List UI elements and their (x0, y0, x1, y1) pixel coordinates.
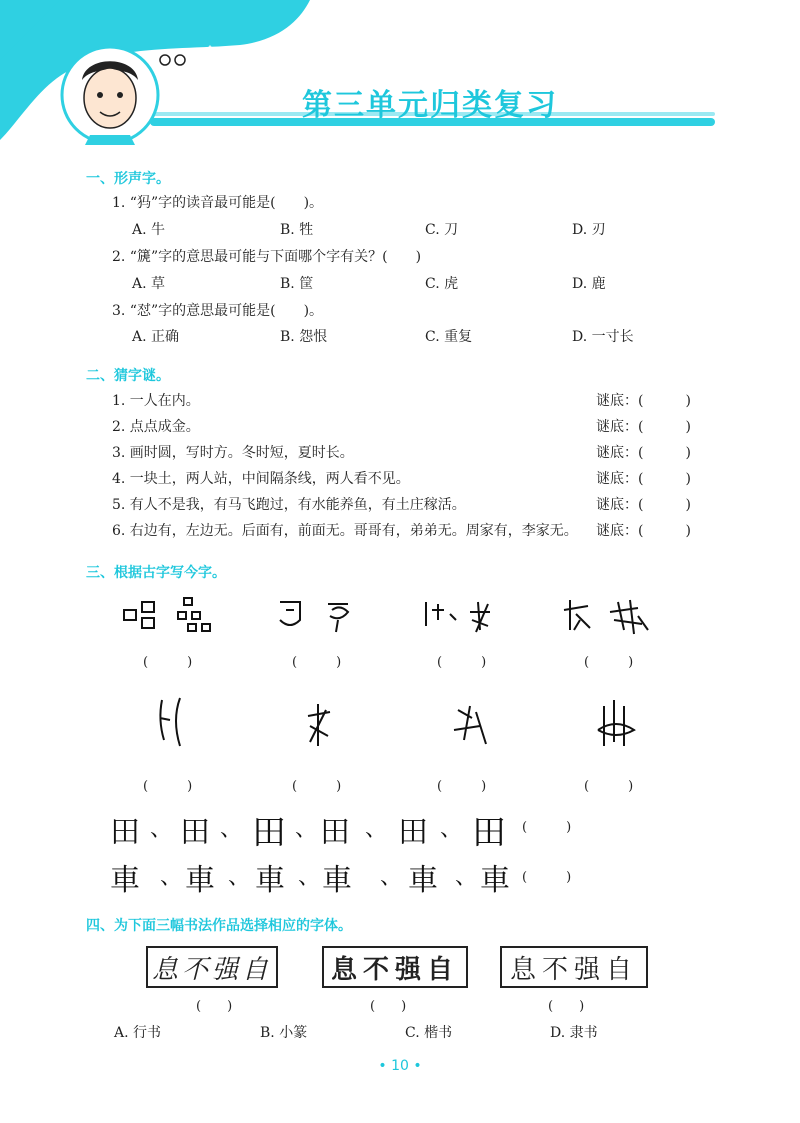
q1-option-b: B. 牲 (280, 222, 314, 238)
q3-option-c: C. 重复 (425, 329, 473, 345)
section-2-title: 二、猜字谜。 (86, 368, 170, 384)
q3-option-a: A. 正确 (132, 329, 180, 345)
q1-option-c: C. 刀 (425, 222, 459, 238)
s3-row3-glyph-6: 田 (472, 813, 506, 853)
s3-row3-sep-5: 、 (440, 817, 463, 842)
page-number: • 10 • (378, 1058, 422, 1074)
s3-row4-sep-2: 、 (228, 865, 251, 890)
riddle-3-answer: 谜底：( ) (596, 445, 691, 461)
section-1-title: 一、形声字。 (86, 171, 170, 187)
ancient-glyphs-row-2 (140, 690, 660, 760)
s4-option-d: D. 隶书 (550, 1025, 598, 1041)
riddle-1: 1. 一人在内。 (112, 393, 200, 409)
q3-option-d: D. 一寸长 (572, 329, 634, 345)
s3-row2-paren-3: ( ) (437, 779, 487, 794)
calligraphy-work-2: 息不强自 (322, 946, 468, 988)
s3-row3-glyph-4: 田 (320, 815, 350, 850)
riddle-5-answer: 谜底：( ) (596, 497, 691, 513)
q1-option-d: D. 刃 (572, 222, 606, 238)
s3-row4-glyph-4: 車 (322, 863, 352, 898)
q2-option-d: D. 鹿 (572, 276, 606, 292)
question-3-stem: 3. “怼”字的意思最可能是( )。 (112, 303, 324, 319)
q1-option-a: A. 牛 (132, 222, 166, 238)
q2-option-b: B. 筐 (280, 276, 314, 292)
s3-row1-paren-4: ( ) (584, 655, 634, 670)
riddle-4: 4. 一块土，两人站，中间隔条线，两人看不见。 (112, 471, 410, 487)
riddle-5: 5. 有人不是我，有马飞跑过，有水能养鱼，有土庄稼活。 (112, 497, 466, 513)
s4-paren-1: ( ) (196, 999, 233, 1014)
s3-row3-glyph-5: 田 (398, 815, 428, 850)
riddle-4-answer: 谜底：( ) (596, 471, 691, 487)
calligraphy-work-3: 息不强自 (500, 946, 648, 988)
s3-row2-paren-2: ( ) (292, 779, 342, 794)
riddle-2-answer: 谜底：( ) (596, 419, 691, 435)
riddle-3: 3. 画时圆，写时方。冬时短，夏时长。 (112, 445, 354, 461)
q3-option-b: B. 怨恨 (280, 329, 328, 345)
riddle-2: 2. 点点成金。 (112, 419, 200, 435)
s3-row4-sep-5: 、 (455, 865, 478, 890)
s3-row4-glyph-6: 車 (480, 863, 510, 898)
s4-option-b: B. 小篆 (260, 1025, 308, 1041)
section-4-title: 四、为下面三幅书法作品选择相应的字体。 (86, 918, 352, 934)
s3-row3-sep-3: 、 (295, 817, 318, 842)
s3-row3-sep-2: 、 (220, 817, 243, 842)
s3-row3-glyph-1: 田 (110, 815, 140, 850)
s3-row4-glyph-3: 車 (255, 863, 285, 898)
s3-row3-glyph-2: 田 (180, 815, 210, 850)
ancient-glyphs-row-1 (118, 590, 678, 640)
s4-paren-3: ( ) (548, 999, 585, 1014)
question-1-stem: 1. “犸”字的读音最可能是( )。 (112, 195, 324, 211)
s3-row2-paren-1: ( ) (143, 779, 193, 794)
s3-row1-paren-3: ( ) (437, 655, 487, 670)
s3-row3-paren: ( ) (522, 820, 572, 835)
s4-option-a: A. 行书 (114, 1025, 162, 1041)
section-3-title: 三、根据古字写今字。 (86, 565, 226, 581)
s3-row1-paren-2: ( ) (292, 655, 342, 670)
s3-row1-paren-1: ( ) (143, 655, 193, 670)
s3-row4-paren: ( ) (522, 870, 572, 885)
s4-paren-2: ( ) (370, 999, 407, 1014)
s3-row3-sep-1: 、 (150, 817, 173, 842)
s3-row4-glyph-2: 車 (185, 863, 215, 898)
s3-row4-glyph-1: 車 (110, 863, 140, 898)
question-2-stem: 2. “篪”字的意思最可能与下面哪个字有关？( ) (112, 249, 422, 265)
riddle-6-answer: 谜底：( ) (596, 523, 691, 539)
s3-row4-sep-4: 、 (380, 865, 403, 890)
s3-row4-glyph-5: 車 (408, 863, 438, 898)
s3-row4-sep-1: 、 (160, 865, 183, 890)
calligraphy-work-1: 息不强自 (146, 946, 278, 988)
riddle-6: 6. 右边有，左边无。后面有，前面无。哥哥有，弟弟无。周家有，李家无。 (112, 523, 578, 539)
q2-option-c: C. 虎 (425, 276, 459, 292)
s3-row3-sep-4: 、 (365, 817, 388, 842)
s4-option-c: C. 楷书 (405, 1025, 453, 1041)
s3-row2-paren-4: ( ) (584, 779, 634, 794)
s3-row3-glyph-3: 田 (252, 813, 286, 853)
riddle-1-answer: 谜底：( ) (596, 393, 691, 409)
page-title: 第三单元归类复习 (302, 88, 558, 123)
s3-row4-sep-3: 、 (298, 865, 321, 890)
q2-option-a: A. 草 (132, 276, 166, 292)
